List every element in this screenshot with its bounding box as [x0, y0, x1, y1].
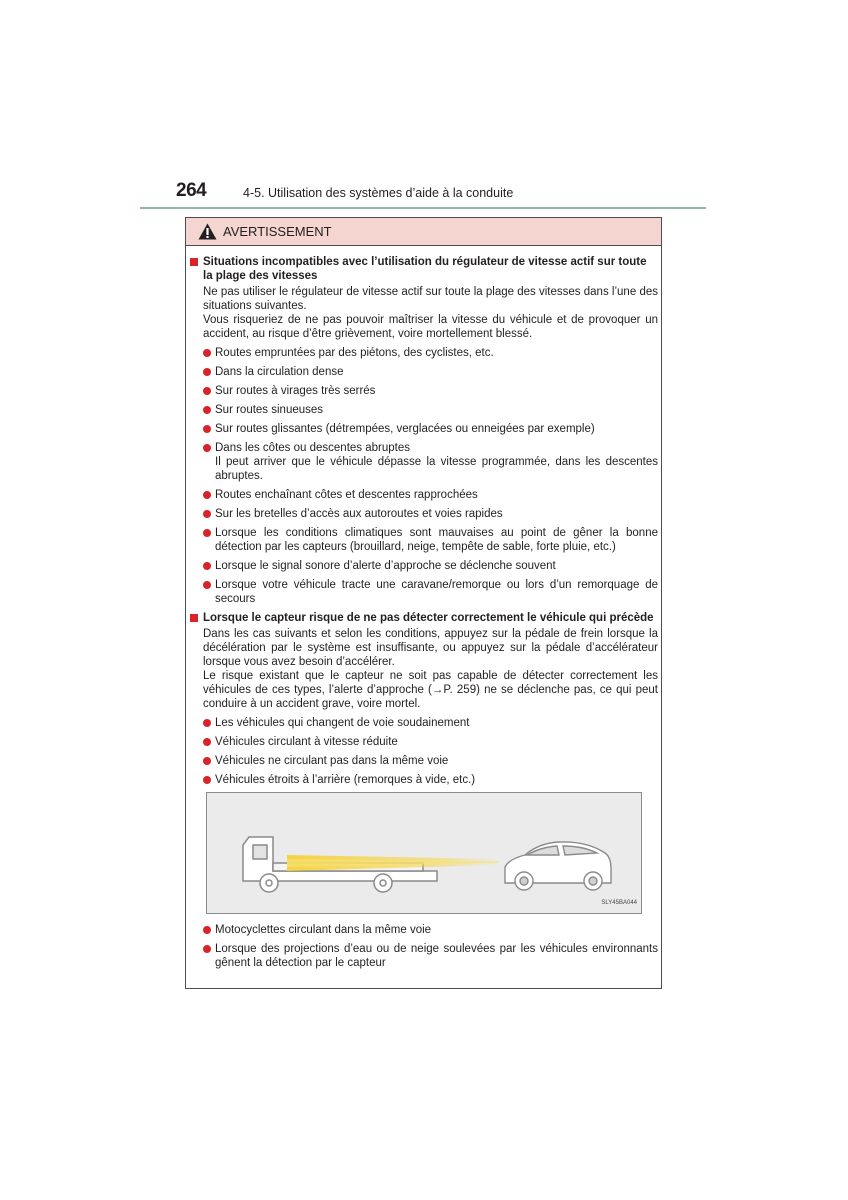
red-dot-bullet-icon — [203, 406, 211, 414]
warning-title: AVERTISSEMENT — [223, 224, 332, 239]
list-item — [203, 526, 658, 554]
red-dot-bullet-icon — [203, 349, 211, 357]
group1-para1: Ne pas utiliser le régulateur de vitesse actif sur toute la plage des vitesses dans l’une des situations suivantes. — [203, 286, 658, 312]
page-number: 264 — [176, 180, 207, 201]
list-item-text: Sur routes sinueuses — [215, 404, 324, 416]
red-dot-bullet-icon — [203, 510, 211, 518]
warning-header — [186, 218, 661, 246]
group2-bullet-list-after-figure — [203, 923, 658, 970]
list-item-text: Routes empruntées par des piétons, des cyclistes, etc. — [215, 347, 494, 359]
list-item — [203, 716, 658, 730]
list-item — [203, 346, 658, 360]
group1-para2: Vous risqueriez de ne pas pouvoir maîtriser la vitesse du véhicule et de provoquer un accident, au risque d’être grièvement, voire mortellement blessé. — [203, 314, 658, 340]
warning-box — [185, 217, 662, 989]
red-square-bullet-icon — [190, 258, 198, 266]
red-dot-bullet-icon — [203, 368, 211, 376]
group2-para2: Le risque existant que le capteur ne soit pas capable de détecter correctement les véhicules de ces types, l’alerte d’approche (→P. 259) ne se déclenche pas, ce qui peut conduire à un accident grave, voire mortel. — [203, 670, 658, 710]
group2-heading — [190, 611, 658, 625]
list-item-text: Lorsque les conditions climatiques sont mauvaises au point de gêner la bonne détection par les capteurs (brouillard, neige, tempête de sable, forte pluie, etc.) — [215, 527, 658, 553]
red-dot-bullet-icon — [203, 776, 211, 784]
list-item-text: Sur routes à virages très serrés — [215, 385, 376, 397]
red-dot-bullet-icon — [203, 926, 211, 934]
red-dot-bullet-icon — [203, 719, 211, 727]
list-item-text: Routes enchaînant côtes et descentes rapprochées — [215, 489, 478, 501]
header-rule — [140, 207, 706, 209]
list-item-text: Dans les côtes ou descentes abruptes Il peut arriver que le véhicule dépasse la vitesse programmée, dans les descentes abruptes. — [215, 442, 658, 482]
list-item — [203, 578, 658, 606]
red-dot-bullet-icon — [203, 529, 211, 537]
truck-car-illustration — [207, 793, 648, 911]
list-item-text: Les véhicules qui changent de voie soudainement — [215, 717, 470, 729]
list-item — [203, 923, 658, 937]
list-item — [203, 754, 658, 768]
red-dot-bullet-icon — [203, 562, 211, 570]
red-dot-bullet-icon — [203, 738, 211, 746]
list-item — [203, 507, 658, 521]
group1-bullet-list — [203, 346, 658, 606]
list-item — [203, 559, 658, 573]
list-item — [203, 735, 658, 749]
figure-code: SLY45BA044 — [601, 900, 637, 906]
list-item — [203, 441, 658, 483]
red-dot-bullet-icon — [203, 945, 211, 953]
list-item-text: Sur les bretelles d’accès aux autoroutes et voies rapides — [215, 508, 503, 520]
red-dot-bullet-icon — [203, 581, 211, 589]
list-item — [203, 384, 658, 398]
red-square-bullet-icon — [190, 614, 198, 622]
list-item — [203, 422, 658, 436]
list-item — [203, 488, 658, 502]
list-item-text: Sur routes glissantes (détrempées, verglacées ou enneigées par exemple) — [215, 423, 595, 435]
list-item-text: Véhicules ne circulant pas dans la même voie — [215, 755, 449, 767]
list-item — [203, 773, 658, 787]
group1-heading — [190, 255, 658, 283]
list-item-text: Dans la circulation dense — [215, 366, 344, 378]
red-dot-bullet-icon — [203, 491, 211, 499]
red-dot-bullet-icon — [203, 757, 211, 765]
group2-para1: Dans les cas suivants et selon les conditions, appuyez sur la pédale de frein lorsque la décélération par le système est insuffisante, ou appuyez sur la pédale d’accélérateur lorsque vous avez besoin d’accélérer. — [203, 628, 658, 668]
section-title: 4-5. Utilisation des systèmes d’aide à la conduite — [243, 186, 514, 200]
list-item-text: Lorsque votre véhicule tracte une caravane/remorque ou lors d’un remorquage de secours — [215, 579, 658, 605]
group2-bullet-list — [203, 716, 658, 787]
list-item — [203, 403, 658, 417]
red-dot-bullet-icon — [203, 425, 211, 433]
list-item-text: Lorsque le signal sonore d’alerte d’approche se déclenche souvent — [215, 560, 556, 572]
list-item-text: Véhicules étroits à l’arrière (remorques à vide, etc.) — [215, 774, 476, 786]
red-dot-bullet-icon — [203, 387, 211, 395]
group2-heading-text: Lorsque le capteur risque de ne pas détecter correctement le véhicule qui précède — [203, 612, 654, 624]
list-item-text: Lorsque des projections d’eau ou de neige soulevées par les véhicules environnants gênent la détection par le capteur — [215, 943, 658, 969]
list-item — [203, 942, 658, 970]
car-icon — [505, 842, 611, 890]
group1-heading-text: Situations incompatibles avec l’utilisation du régulateur de vitesse actif sur toute la plage des vitesses — [203, 256, 647, 282]
list-item-text: Motocyclettes circulant dans la même voie — [215, 924, 432, 936]
illustration-truck-and-car — [206, 792, 642, 914]
warning-body — [186, 246, 661, 970]
list-item — [203, 365, 658, 379]
list-item-text: Véhicules circulant à vitesse réduite — [215, 736, 398, 748]
red-dot-bullet-icon — [203, 444, 211, 452]
warning-triangle-icon — [198, 223, 217, 240]
